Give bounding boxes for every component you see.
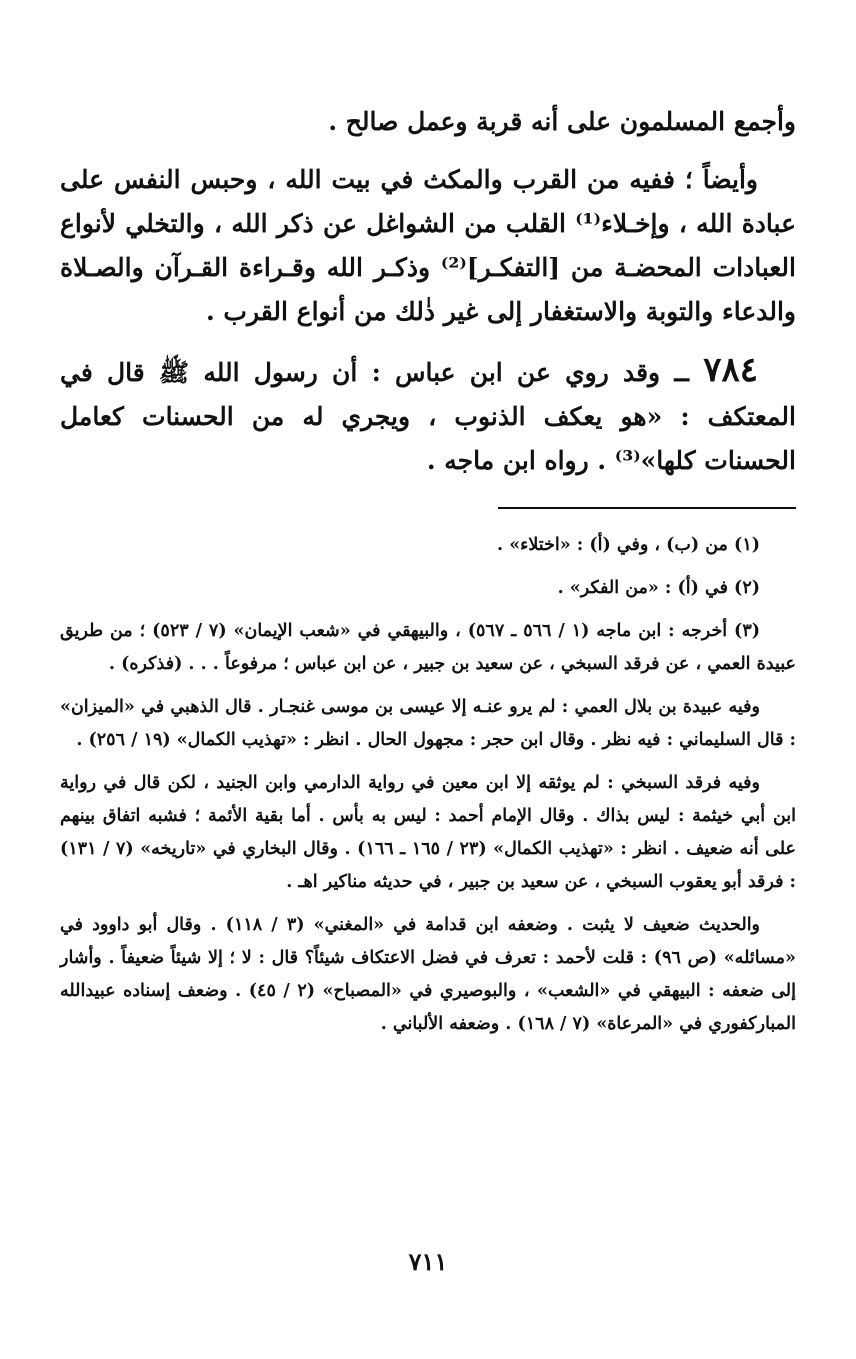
main-text	[60, 100, 796, 483]
book-page	[60, 100, 796, 1051]
paragraph-consensus: وأجمع المسلمون على أنه قربة وعمل صالح .	[328, 107, 796, 136]
footnote-2: (٢) في (أ) : «من الفكر» .	[557, 578, 760, 598]
hadith-paragraph	[60, 348, 796, 483]
footnote-3-narrator-farqad: وفيه فرقد السبخي : لم يوثقه إلا ابن معين في رواية الدارمي وابن الجنيد ، لكن قال في رواية ابن أبي خيثمة : ليس بذاك . وقال الإمام أحمد : ليس به بأس . أما بقية الأئمة ؛ فشبه اتفاق بينهم على أنه ضعيف . انظر : «تهذيب الكمال» (٢٣ / ١٦٥ ـ ١٦٦) . وقال البخاري في «تاريخه» (٧ / ١٣١) : فرقد أبو يعقوب السبخي ، عن سعيد بن جبير ، في حديثه مناكير اهـ .	[60, 773, 796, 892]
footnote-1: (١) من (ب) ، وفي (أ) : «اختلاء» .	[497, 535, 760, 555]
footnote-3-narrator-ubaydah: وفيه عبيدة بن بلال العمي : لم يرو عنـه إلا عيسى بن موسى غنجـار . قال الذهبي في «الميزان» : قال السليماني : فيه نظر . وقال ابن حجر : مجهول الحال . انظر : «تهذيب الكمال» (١٩ / ٢٥٦) .	[60, 697, 796, 750]
footnotes	[60, 529, 796, 1041]
footnote-3-verdict: والحديث ضعيف لا يثبت . وضعفه ابن قدامة في «المغني» (٣ / ١١٨) . وقال أبو داوود في «مسائله» (ص ٩٦) : قلت لأحمد : تعرف في فضل الاعتكاف شيئاً؟ قال : لا ؛ إلا شيئاً ضعيفاً . وأشار إلى ضعفه : البيهقي في «الشعب» ، والبوصيري في «المصباح» (٢ / ٤٥) . وضعف إسناده عبيدالله المباركفوري في «المرعاة» (٧ / ١٦٨) . وضعفه الألباني .	[60, 915, 796, 1034]
hadith-number: ٧٨٤	[703, 350, 758, 390]
page-number: ٧١١	[408, 1247, 448, 1276]
footnote-divider	[498, 507, 796, 509]
paragraph-benefits: وأيضاً ؛ ففيه من القرب والمكث في بيت الله ، وحبس النفس على عبادة الله ، وإخـلاء⁽¹⁾ القلب من الشواغل عن ذكر الله ، والتخلي لأنواع العبادات المحضـة من [التفكـر]⁽²⁾ وذكـر الله وقـراءة القـرآن والصـلاة والدعاء والتوبة والاستغفار إلى غير ذٰلك من أنواع القرب .	[60, 165, 796, 326]
hadith-text: ــ وقد روي عن ابن عباس : أن رسول الله ﷺ قال في المعتكف : «هو يعكف الذنوب ، ويجري له من الحسنات كعامل الحسنات كلها»⁽³⁾ . رواه ابن ماجه .	[60, 358, 796, 475]
footnote-3: (٣) أخرجه : ابن ماجه (١ / ٥٦٦ ـ ٥٦٧) ، والبيهقي في «شعب الإيمان» (٧ / ٥٢٣) ؛ من طريق عبيدة العمي ، عن فرقد السبخي ، عن سعيد بن جبير ، عن ابن عباس ؛ مرفوعاً . . . (فذكره) .	[60, 621, 796, 674]
